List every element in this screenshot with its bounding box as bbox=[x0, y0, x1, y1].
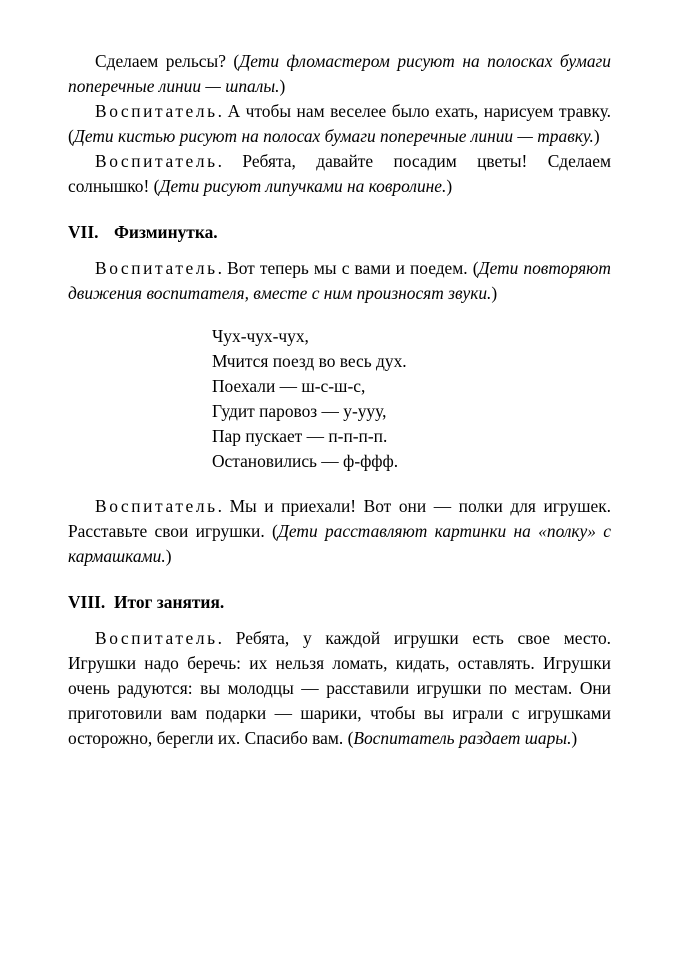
speaker-label: Воспитатель bbox=[95, 151, 218, 171]
verse-line: Пар пускает — п-п-п-п. bbox=[212, 426, 388, 446]
verse-block-train-rhyme bbox=[68, 324, 611, 474]
speaker-label: Воспитатель bbox=[95, 258, 218, 278]
run-text: . А чтобы нам веселее было ехать, нарисуем травку. bbox=[217, 101, 611, 121]
paragraph-teacher-conclusion bbox=[68, 626, 611, 751]
section-title: Итог занятия. bbox=[114, 592, 225, 612]
run-text: . Мы и приехали! Вот они — полки для игрушек. Расставьте свои игрушки. bbox=[68, 496, 611, 541]
stage-direction: Дети повторяют движения воспитателя, вместе с ним произносят звуки. bbox=[68, 258, 611, 303]
stage-direction: Воспитатель раздает шары. bbox=[353, 728, 572, 748]
run-text: . Ребята, давайте посадим цветы! Сделаем солнышко! bbox=[68, 151, 611, 196]
section-numeral: VII. bbox=[68, 222, 99, 242]
verse-line: Мчится поезд во весь дух. bbox=[212, 351, 407, 371]
verse-line: Чух-чух-чух, bbox=[212, 326, 309, 346]
spacer bbox=[68, 245, 611, 256]
paren-open: ( bbox=[233, 51, 240, 71]
stage-direction: Дети рисуют липучками на ковролине. bbox=[159, 176, 447, 196]
verse-line: Поехали — ш-с-ш-с, bbox=[212, 376, 366, 396]
stage-direction: Дети расставляют картинки на «полку» с кармашками. bbox=[68, 521, 612, 566]
paragraph-teacher-flowers bbox=[68, 149, 611, 199]
spacer bbox=[68, 474, 611, 494]
section-heading-viii bbox=[68, 590, 611, 615]
paren-open: ( bbox=[347, 728, 354, 748]
spacer bbox=[68, 615, 611, 626]
stage-direction: Дети кистью рисуют на полосах бумаги поперечные линии — травку. bbox=[73, 126, 594, 146]
speaker-label: Воспитатель bbox=[95, 628, 218, 648]
paren-close: ) bbox=[571, 728, 578, 748]
spacer bbox=[68, 569, 611, 590]
paragraph-teacher-lets-go bbox=[68, 256, 611, 306]
section-heading-vii bbox=[68, 220, 611, 245]
section-title: Физминутка. bbox=[114, 222, 218, 242]
run-text: . Вот теперь мы с вами и поедем. bbox=[217, 258, 473, 278]
paren-open: ( bbox=[68, 126, 74, 146]
run-text: . Ребята, у каждой игрушки есть свое место. Игрушки надо беречь: их нельзя ломать, кидать, оставлять. Игрушки очень радуются: вы молодцы — расставили игрушки по местам. Они приготовили вам подарки — шарики, чтобы вы играли с игрушками осторожно, берегли их. Спасибо вам. bbox=[68, 628, 611, 748]
spacer bbox=[68, 199, 611, 220]
speaker-label: Воспитатель bbox=[95, 101, 218, 121]
paragraph-stage-direction-rails bbox=[68, 49, 611, 99]
verse-line: Остановились — ф-ффф. bbox=[212, 451, 399, 471]
paragraph-teacher-grass bbox=[68, 99, 611, 149]
stage-direction: Дети фломастером рисуют на полосках бумаги поперечные линии — шпалы. bbox=[68, 51, 611, 96]
section-numeral: VIII. bbox=[68, 592, 106, 612]
paren-close: ) bbox=[279, 76, 286, 96]
spacer bbox=[68, 306, 611, 324]
paragraph-teacher-arrived bbox=[68, 494, 611, 569]
paren-open: ( bbox=[272, 521, 278, 541]
paren-close: ) bbox=[593, 126, 600, 146]
speaker-label: Воспитатель bbox=[95, 496, 218, 516]
paren-close: ) bbox=[491, 283, 498, 303]
paren-open: ( bbox=[153, 176, 160, 196]
run-text: Сделаем рельсы? bbox=[95, 51, 234, 71]
text-column bbox=[68, 49, 611, 751]
paren-open: ( bbox=[472, 258, 479, 278]
verse-line: Гудит паровоз — у-ууу, bbox=[212, 401, 387, 421]
paren-close: ) bbox=[446, 176, 453, 196]
paren-close: ) bbox=[165, 546, 172, 566]
